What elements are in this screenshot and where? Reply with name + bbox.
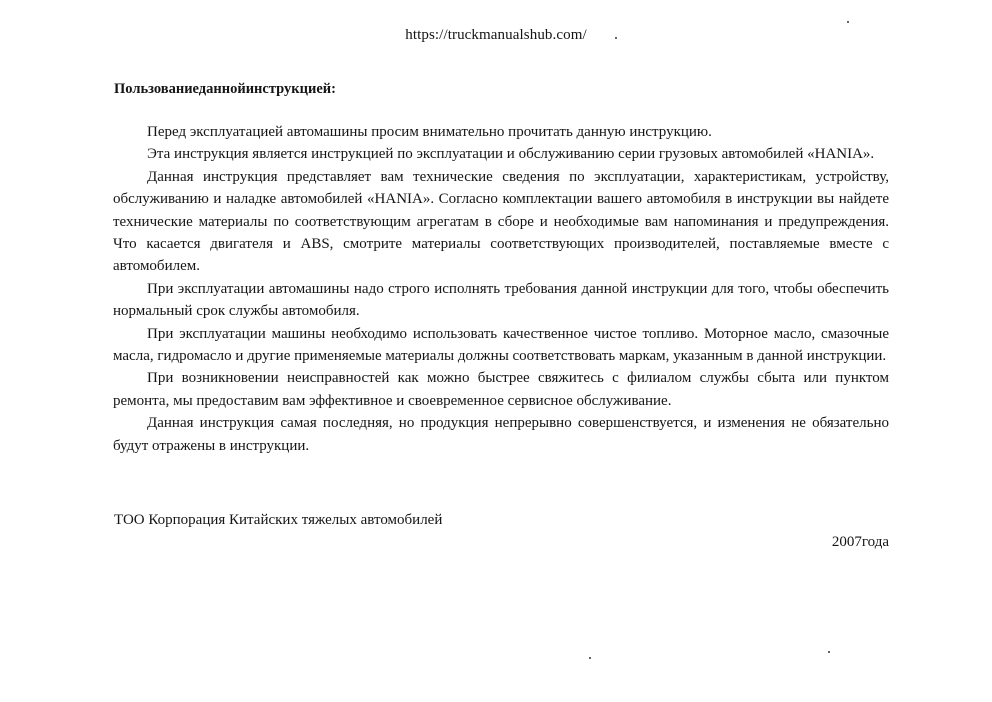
document-year: 2007года xyxy=(831,534,889,550)
paragraph: При эксплуатации машины необходимо использовать качественное чистое топливо. Моторное масло, смазочные масла, гидромасло и другие применяемые материалы должны соответствовать маркам, указанным в данной инструкции. xyxy=(113,325,889,365)
paragraph: При возникновении неисправностей как можно быстрее свяжитесь с филиалом службы сбыта или пунктом ремонта, мы предоставим вам эффективное и своевременное сервисное обслуживание. xyxy=(113,370,889,409)
header-url: https://truckmanualshub.com/ xyxy=(405,27,587,43)
paragraph: Данная инструкция самая последняя, но продукция непрерывно совершенствуется, и изменения не обязательно будут отражены в инструкции. xyxy=(113,415,889,454)
scan-speck xyxy=(615,37,617,39)
paragraph: Перед эксплуатацией автомашины просим внимательно прочитать данную инструкцию. xyxy=(147,124,712,140)
paragraph: Эта инструкция является инструкцией по эксплуатации и обслуживанию серии грузовых автомобилей «HANIA». xyxy=(147,146,875,163)
paragraph: Данная инструкция представляет вам технические сведения по эксплуатации, характеристикам, устройству, обслуживанию и наладке автомобилей «HANIA». Согласно комплектации вашего автомобиля в инструкции вы найдете технические материалы по соответствующим агрегатам в сборе и необходимые вам напоминания и предупреждения. Что касается двигателя и ABS, смотрите материалы соответствующих производителей, поставляемые вместе с автомобилем. xyxy=(113,168,889,275)
scan-speck xyxy=(589,657,591,659)
document-heading: Пользованиеданнойинструкцией: xyxy=(114,81,336,97)
document-body xyxy=(113,121,889,457)
company-name: ТОО Корпорация Китайских тяжелых автомобилей xyxy=(114,512,443,528)
scan-speck xyxy=(828,651,830,653)
paragraph: При эксплуатации автомашины надо строго исполнять требования данной инструкции для того, чтобы обеспечить нормальный срок службы автомобиля. xyxy=(113,280,889,320)
scan-speck xyxy=(847,21,849,23)
